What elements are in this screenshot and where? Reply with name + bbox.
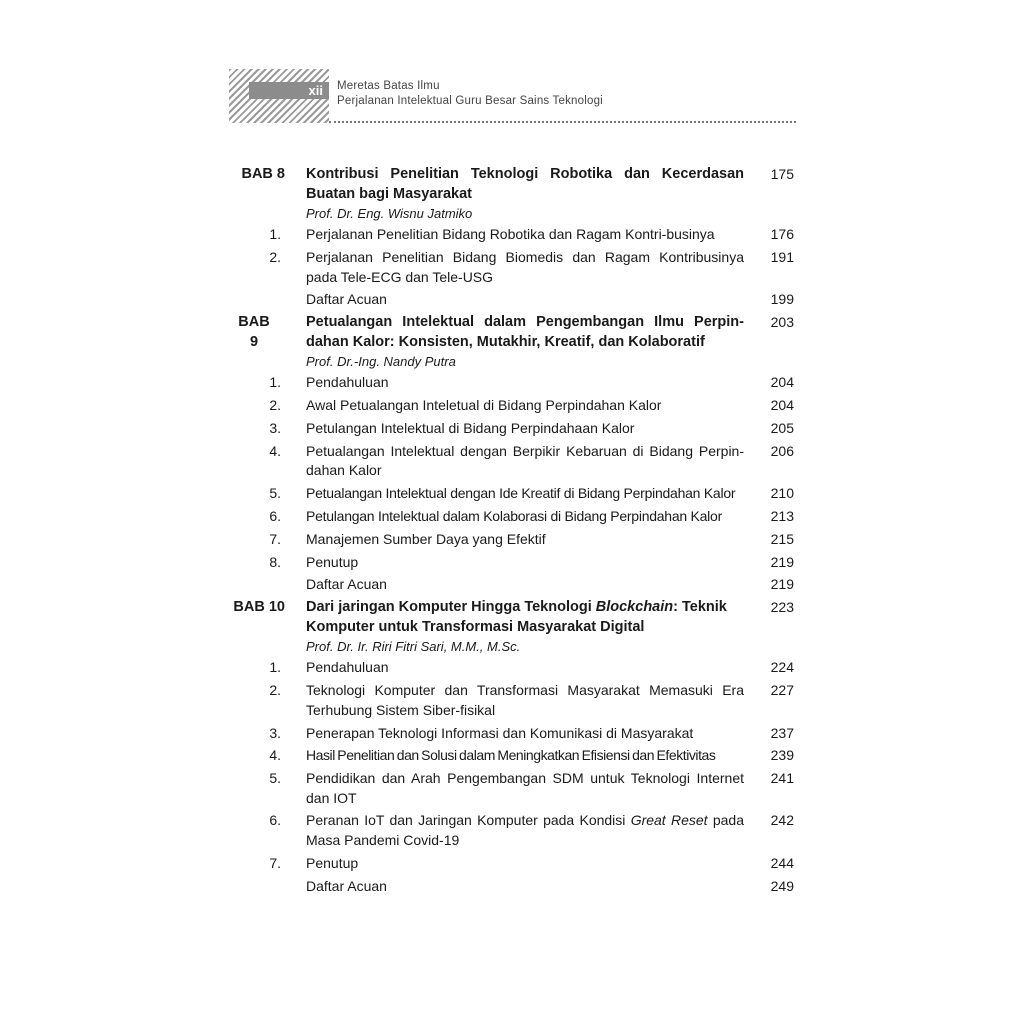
item-title: Penerapan Teknologi Informasi dan Komunikasi di Masyarakat (306, 724, 694, 741)
chapter-title-part: Dari jaringan Komputer Hingga Teknologi (306, 599, 596, 616)
item-title: Petualangan Intelektual dengan Berpikir Kebaruan di Bidang Perpin-dahan Kalor (306, 442, 744, 479)
chapter-row (229, 313, 796, 370)
toc-item (229, 553, 796, 573)
item-page: 210 (770, 485, 794, 502)
page-number: xii (249, 82, 329, 99)
item-title: Penutup (306, 854, 359, 871)
item-title-part: pada Masa Pandemi Covid-19 (306, 812, 744, 848)
item-title: Hasil Penelitian dan Solusi dalam Meningkatkan Efisiensi dan Efektivitas (306, 747, 716, 764)
chapter-page: 175 (770, 166, 794, 182)
running-head (337, 79, 603, 109)
item-number: 4. (269, 442, 281, 459)
item-title: Pendahuluan (306, 659, 389, 676)
item-number: 1. (269, 374, 281, 391)
toc-item (229, 658, 796, 678)
toc-item (229, 724, 796, 744)
item-title: Pendidikan dan Arah Pengembangan SDM untuk Teknologi Internet dan IOT (306, 770, 744, 806)
toc-item (229, 877, 796, 897)
toc-item (229, 484, 796, 504)
chapter-author: Prof. Dr.-Ing. Nandy Putra (306, 354, 456, 370)
item-page: 244 (770, 854, 794, 871)
item-title (306, 811, 744, 850)
table-of-contents (229, 165, 796, 899)
item-page: 213 (770, 507, 794, 524)
toc-item (229, 225, 796, 245)
item-number: 1. (269, 226, 281, 243)
item-number: 6. (269, 507, 281, 524)
item-page: 215 (770, 530, 794, 547)
item-page: 242 (770, 812, 794, 829)
item-title: Teknologi Komputer dan Transformasi Masyarakat Memasuki Era Terhubung Sistem Siber-fisikal (306, 682, 744, 718)
item-number: 5. (269, 485, 281, 502)
chapter-page: 203 (770, 314, 794, 331)
item-title: Manajemen Sumber Daya yang Efektif (306, 530, 546, 547)
item-number: 7. (269, 854, 281, 871)
item-page: 199 (770, 291, 794, 308)
item-number: 8. (269, 553, 281, 570)
item-page: 241 (770, 770, 794, 787)
toc-item (229, 575, 796, 595)
book-subtitle: Perjalanan Intelektual Guru Besar Sains Teknologi (337, 95, 603, 107)
item-page: 191 (770, 249, 794, 266)
toc-item (229, 681, 796, 720)
item-number: 7. (269, 530, 281, 547)
item-page: 224 (770, 659, 794, 676)
toc-item (229, 746, 796, 766)
chapter-author: Prof. Dr. Ir. Riri Fitri Sari, M.M., M.Sc. (306, 639, 521, 655)
item-page: 237 (770, 724, 794, 741)
item-page: 239 (770, 747, 794, 764)
item-title-italic: Great Reset (630, 812, 708, 829)
toc-item (229, 507, 796, 527)
item-title: Petualangan Intelektual dengan Ide Kreatif di Bidang Perpindahan Kalor (306, 485, 736, 502)
item-number: 6. (269, 812, 281, 829)
chapter-label: BAB 8 (241, 166, 285, 182)
chapter-label: BAB 10 (233, 599, 285, 616)
toc-item (229, 419, 796, 439)
chapter-row (229, 598, 796, 655)
page-header (229, 69, 796, 125)
item-number: 2. (269, 249, 281, 266)
item-title: Penutup (306, 553, 359, 570)
item-number: 4. (269, 747, 281, 764)
chapter-row (229, 165, 796, 222)
toc-item (229, 854, 796, 874)
chapter-label: BAB 9 (238, 314, 270, 350)
item-page: 176 (770, 226, 794, 243)
item-number: 2. (269, 397, 281, 414)
item-page: 206 (770, 442, 794, 459)
toc-item (229, 769, 796, 808)
item-number: 2. (269, 682, 281, 699)
item-title: Perjalanan Penelitian Bidang Biomedis dan Ragam Kontribusinya pada Tele-ECG dan Tele-USG (306, 249, 744, 285)
item-title: Perjalanan Penelitian Bidang Robotika dan Ragam Kontri-businya (306, 226, 715, 243)
item-page: 204 (770, 374, 794, 391)
item-title: Pendahuluan (306, 374, 389, 391)
chapter-title-italic: Blockchain (595, 599, 674, 616)
item-page: 227 (770, 682, 794, 699)
toc-item (229, 396, 796, 416)
toc-item (229, 373, 796, 393)
chapter-title-part: : Teknik Komputer untuk Transformasi Masyarakat Digital (306, 599, 727, 635)
chapter-title: Kontribusi Penelitian Teknologi Robotika dan Kecerdasan Buatan bagi Masyarakat (306, 166, 744, 202)
item-title-part: Peranan IoT dan Jaringan Komputer pada Kondisi (306, 812, 631, 829)
chapter-title: Petualangan Intelektual dalam Pengembangan Ilmu Perpin-dahan Kalor: Konsisten, Mutakhir, Kreatif, dan Kolaboratif (306, 314, 744, 350)
toc-item (229, 811, 796, 850)
item-page: 205 (770, 420, 794, 437)
item-page: 249 (770, 877, 794, 894)
item-title: Petulangan Intelektual di Bidang Perpindahaan Kalor (306, 420, 635, 437)
item-number: 3. (269, 724, 281, 741)
item-number: 3. (269, 420, 281, 437)
toc-item (229, 290, 796, 310)
item-number: 5. (269, 770, 281, 787)
chapter-page: 223 (770, 599, 794, 616)
item-title: Petulangan Intelektual dalam Kolaborasi di Bidang Perpindahan Kalor (306, 507, 722, 524)
chapter-author: Prof. Dr. Eng. Wisnu Jatmiko (306, 206, 473, 221)
item-page: 204 (770, 397, 794, 414)
toc-item (229, 248, 796, 287)
book-title: Meretas Batas Ilmu (337, 80, 440, 92)
item-title: Daftar Acuan (306, 576, 387, 593)
item-title: Daftar Acuan (306, 291, 387, 308)
item-title: Awal Petualangan Inteletual di Bidang Perpindahan Kalor (306, 397, 662, 414)
chapter-title (306, 598, 744, 637)
item-number: 1. (269, 659, 281, 676)
toc-item (229, 442, 796, 481)
item-title: Daftar Acuan (306, 877, 387, 894)
item-page: 219 (770, 576, 794, 593)
toc-item (229, 530, 796, 550)
item-page: 219 (770, 553, 794, 570)
dotted-divider (329, 121, 796, 123)
